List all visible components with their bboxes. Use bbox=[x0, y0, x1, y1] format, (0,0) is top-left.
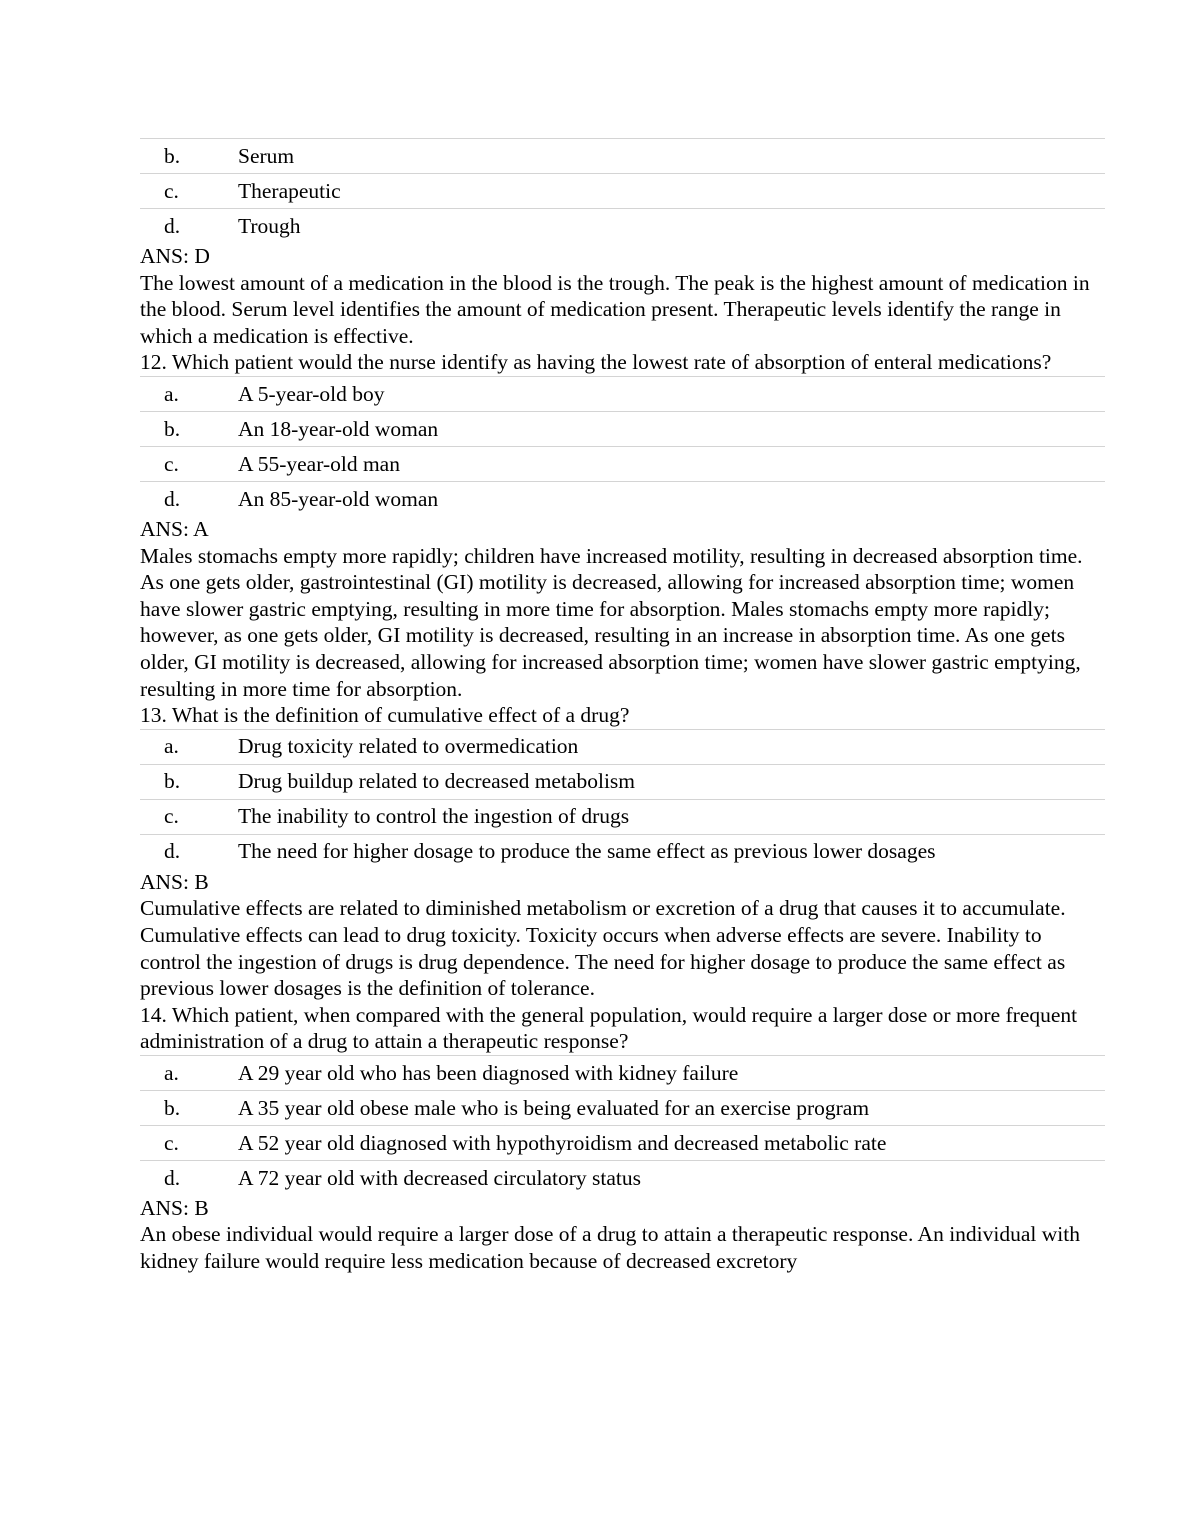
option-text: A 5-year-old boy bbox=[238, 381, 385, 406]
question-text: 12. Which patient would the nurse identify as having the lowest rate of absorption of enteral medications? bbox=[140, 350, 1052, 375]
answer-key: ANS: D bbox=[140, 244, 210, 268]
option-text: An 18-year-old woman bbox=[238, 416, 439, 441]
option-letter: d. bbox=[164, 1165, 181, 1190]
option-row bbox=[140, 174, 1105, 209]
option-text: A 55-year-old man bbox=[238, 451, 400, 476]
option-text: A 29 year old who has been diagnosed with kidney failure bbox=[238, 1060, 739, 1085]
option-letter: a. bbox=[164, 381, 179, 406]
question-block-12 bbox=[140, 349, 1105, 702]
option-text: A 72 year old with decreased circulatory status bbox=[238, 1165, 641, 1190]
option-letter: a. bbox=[164, 1060, 179, 1085]
option-row bbox=[140, 1091, 1105, 1126]
option-text: A 52 year old diagnosed with hypothyroidism and decreased metabolic rate bbox=[238, 1130, 887, 1155]
option-row bbox=[140, 447, 1105, 482]
option-row bbox=[140, 139, 1105, 174]
option-letter: b. bbox=[164, 1095, 181, 1120]
question-text: 14. Which patient, when compared with the general population, would require a larger dose or more frequent administration of a drug to attain a therapeutic response? bbox=[140, 1002, 1078, 1054]
option-row bbox=[140, 1056, 1105, 1091]
rationale: Males stomachs empty more rapidly; children have increased motility, resulting in decreased absorption time. As one gets older, gastrointestinal (GI) motility is decreased, allowing for increased absorption time; women have slower gastric emptying, resulting in more time for absorption. Males stomachs empty more rapidly; however, as one gets older, GI motility is decreased, resulting in an increase in absorption time. As one gets older, GI motility is decreased, allowing for increased absorption time; women have slower gastric emptying, resulting in more time for absorption. bbox=[140, 543, 1083, 701]
option-row bbox=[140, 835, 1105, 869]
option-letter: c. bbox=[164, 451, 179, 476]
option-letter: b. bbox=[164, 416, 181, 441]
options-table bbox=[140, 729, 1105, 869]
option-letter: c. bbox=[164, 178, 179, 203]
option-letter: d. bbox=[164, 213, 181, 238]
option-letter: c. bbox=[164, 1130, 179, 1155]
option-row bbox=[140, 209, 1105, 243]
option-row bbox=[140, 377, 1105, 412]
answer-key: ANS: B bbox=[140, 1195, 209, 1220]
options-table bbox=[140, 1055, 1105, 1195]
option-text: A 35 year old obese male who is being evaluated for an exercise program bbox=[238, 1095, 870, 1120]
rationale: An obese individual would require a larger dose of a drug to attain a therapeutic response. An individual with kidney failure would require less medication because of decreased excretory bbox=[140, 1222, 1080, 1274]
question-block-13 bbox=[140, 702, 1105, 1002]
document-page bbox=[140, 138, 1105, 1275]
option-text: The inability to control the ingestion of drugs bbox=[238, 804, 630, 829]
option-letter: b. bbox=[164, 769, 181, 794]
option-text: Trough bbox=[238, 213, 301, 238]
question-block-11 bbox=[140, 138, 1105, 349]
option-row bbox=[140, 730, 1105, 765]
option-letter: d. bbox=[164, 839, 181, 864]
option-text: Drug buildup related to decreased metabolism bbox=[238, 769, 636, 794]
rationale: The lowest amount of a medication in the blood is the trough. The peak is the highest amount of medication in the blood. Serum level identifies the amount of medication present. Therapeutic levels identify the range in which a medication is effective. bbox=[140, 270, 1090, 348]
option-letter: d. bbox=[164, 486, 181, 511]
option-text: An 85-year-old woman bbox=[238, 486, 439, 511]
rationale: Cumulative effects are related to diminished metabolism or excretion of a drug that causes it to accumulate. Cumulative effects can lead to drug toxicity. Toxicity occurs when adverse effects are severe. Inability to control the ingestion of drugs is drug dependence. The need for higher dosage to produce the same effect as previous lower dosages is the definition of tolerance. bbox=[140, 896, 1066, 1001]
option-row bbox=[140, 800, 1105, 835]
option-row bbox=[140, 1161, 1105, 1195]
option-row bbox=[140, 1126, 1105, 1161]
answer-key: ANS: A bbox=[140, 516, 209, 541]
option-row bbox=[140, 765, 1105, 800]
options-table bbox=[140, 376, 1105, 516]
option-text: Serum bbox=[238, 143, 295, 168]
option-text: Drug toxicity related to overmedication bbox=[238, 734, 579, 759]
option-letter: a. bbox=[164, 734, 179, 759]
option-text: Therapeutic bbox=[238, 178, 341, 203]
answer-key: ANS: B bbox=[140, 869, 209, 894]
question-block-14 bbox=[140, 1002, 1105, 1275]
options-table bbox=[140, 138, 1105, 243]
question-text: 13. What is the definition of cumulative effect of a drug? bbox=[140, 703, 630, 728]
option-row bbox=[140, 482, 1105, 516]
option-row bbox=[140, 412, 1105, 447]
option-letter: c. bbox=[164, 804, 179, 829]
option-letter: b. bbox=[164, 143, 181, 168]
option-text: The need for higher dosage to produce the same effect as previous lower dosages bbox=[238, 839, 936, 864]
